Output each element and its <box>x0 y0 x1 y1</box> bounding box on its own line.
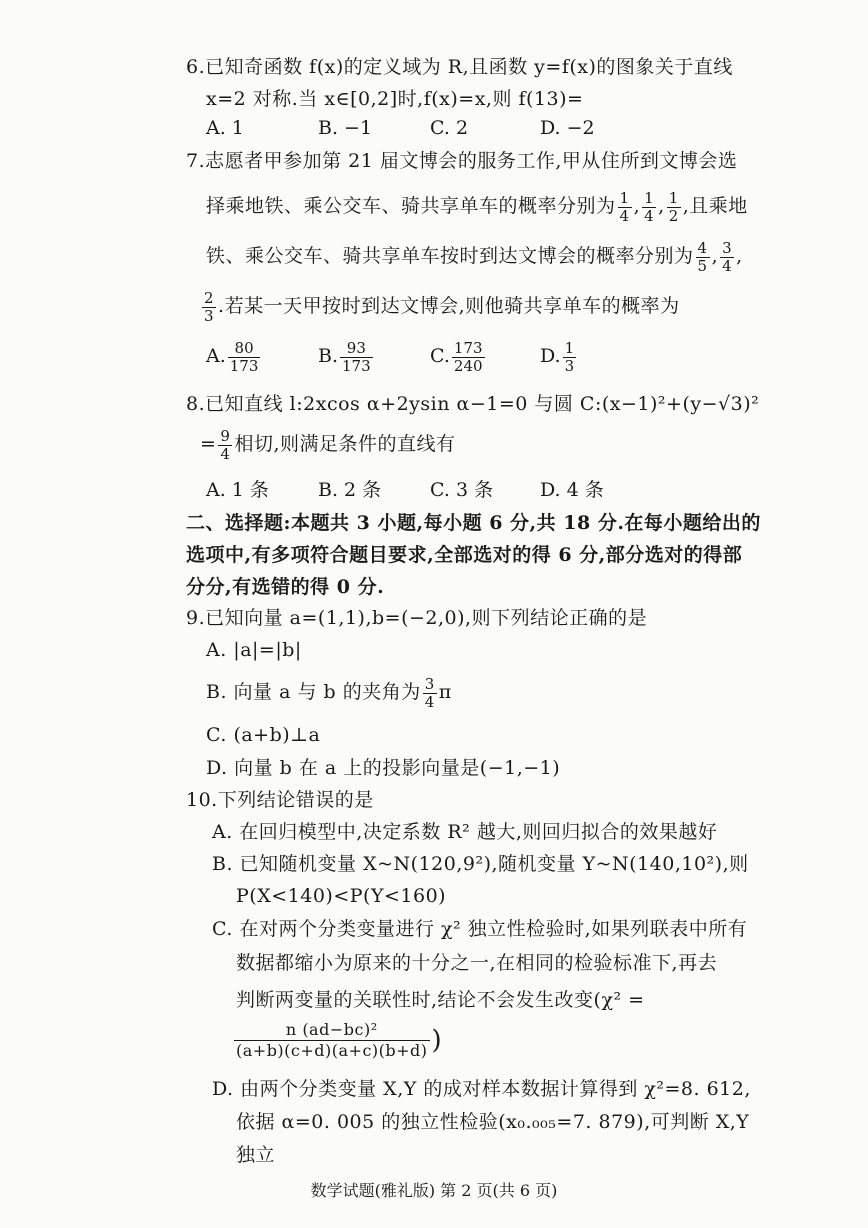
q10-option-c-line2: 数据都缩小为原来的十分之一,在相同的检验标准下,再去 <box>236 952 718 974</box>
q10-option-a: A. 在回归模型中,决定系数 R² 越大,则回归拟合的效果越好 <box>212 821 718 843</box>
q10-option-b-line2: P(X<140)<P(Y<160) <box>236 885 447 907</box>
q7-line2-text: 择乘地铁、乘公交车、骑共享单车的概率分别为 <box>206 195 616 217</box>
q8-stem-line2: = $\frac{9}{4}$ 相切,则满足条件的直线有 <box>200 426 456 463</box>
fraction: $\frac{9}{4}$ <box>220 426 231 463</box>
q7-option-a: A. $\frac{80}{173}$ <box>206 338 259 375</box>
q8-option-b: B. 2 条 <box>318 479 382 501</box>
q8-option-c: C. 3 条 <box>430 479 494 501</box>
q10-option-b-line1: B. 已知随机变量 X~N(120,9²),随机变量 Y~N(140,10²),则 <box>212 853 749 875</box>
fraction: $\frac{3}{4}$ <box>722 238 733 275</box>
fraction: $\frac{\text{n (ad−bc)²}}{(a+b)(c+d)(a+c)(b+d)}$ <box>236 1020 428 1060</box>
q8-option-d: D. 4 条 <box>540 479 604 501</box>
section2-line2: 选项中,有多项符合题目要求,全部选对的得 6 分,部分选对的得部 <box>186 544 743 566</box>
q9-option-c: C. (a+b)⊥a <box>206 724 321 746</box>
fraction: $\frac{1}{4}$ <box>619 188 630 225</box>
section2-line1: 二、选择题:本题共 3 小题,每小题 6 分,共 18 分.在每小题给出的 <box>186 512 761 534</box>
q7-option-d: D. $\frac{1}{3}$ <box>540 338 575 375</box>
q7-option-c: C. $\frac{173}{240}$ <box>430 338 483 375</box>
q9-option-b: B. 向量 a 与 b 的夹角为 $\frac{3}{4}$ π <box>206 674 452 711</box>
q6-stem-line2: x=2 对称.当 x∈[0,2]时,f(x)=x,则 f(13)= <box>206 88 584 110</box>
q6-stem-line1: 6.已知奇函数 f(x)的定义域为 R,且函数 y=f(x)的图象关于直线 <box>186 56 733 78</box>
q10-option-d-line3: 独立 <box>236 1144 276 1166</box>
q10-option-d-line1: D. 由两个分类变量 X,Y 的成对样本数据计算得到 χ²=8. 612, <box>212 1078 751 1100</box>
q10-stem: 10.下列结论错误的是 <box>186 789 374 811</box>
q6-option-d: D. −2 <box>540 117 595 139</box>
page-footer: 数学试题(雅礼版) 第 2 页(共 6 页) <box>310 1181 558 1200</box>
q8-stem-line1: 8.已知直线 l:2xcos α+2ysin α−1=0 与圆 C:(x−1)²+(y−√3)² <box>186 393 760 415</box>
chi-square-formula: $\frac{\text{n (ad−bc)²}}{(a+b)(c+d)(a+c)(b+d)}$ ) <box>236 1020 443 1060</box>
section2-line3: 分分,有选错的得 0 分. <box>186 576 385 598</box>
q7-stem-line4: $\frac{2}{3}$ .若某一天甲按时到达文博会,则他骑共享单车的概率为 <box>204 288 680 325</box>
q7-stem-line1: 7.志愿者甲参加第 21 届文博会的服务工作,甲从住所到文博会选 <box>186 150 738 172</box>
q10-option-d-line2: 依据 α=0. 005 的独立性检验(x₀.₀₀₅=7. 879),可判断 X,Y <box>236 1111 750 1133</box>
fraction: $\frac{3}{4}$ <box>424 674 435 711</box>
q7-stem-line3: 铁、乘公交车、骑共享单车按时到达文博会的概率分别为 $\frac{4}{5}$ , $\frac{3}{4}$ , <box>206 238 743 275</box>
q10-option-c-line3: 判断两变量的关联性时,结论不会发生改变(χ² = <box>236 989 645 1011</box>
fraction: $\frac{2}{3}$ <box>204 288 215 325</box>
q9-stem: 9.已知向量 a=(1,1),b=(−2,0),则下列结论正确的是 <box>186 607 648 629</box>
q9-option-a: A. |a|=|b| <box>206 639 302 661</box>
q6-option-c: C. 2 <box>430 117 469 139</box>
q10-option-c-line1: C. 在对两个分类变量进行 χ² 独立性检验时,如果列联表中所有 <box>212 918 748 940</box>
q7-stem-line2: 择乘地铁、乘公交车、骑共享单车的概率分别为 $\frac{1}{4}$ , $\frac{1}{4}$ , $\frac{1}{2}$ ,且乘地 <box>206 188 748 225</box>
q8-option-a: A. 1 条 <box>206 479 269 501</box>
fraction: $\frac{1}{2}$ <box>668 188 679 225</box>
q6-option-a: A. 1 <box>206 117 244 139</box>
q7-option-b: B. $\frac{93}{173}$ <box>318 338 371 375</box>
q6-option-b: B. −1 <box>318 117 373 139</box>
q9-option-d: D. 向量 b 在 a 上的投影向量是(−1,−1) <box>206 757 561 779</box>
fraction: $\frac{1}{4}$ <box>644 188 655 225</box>
fraction: $\frac{4}{5}$ <box>697 238 708 275</box>
